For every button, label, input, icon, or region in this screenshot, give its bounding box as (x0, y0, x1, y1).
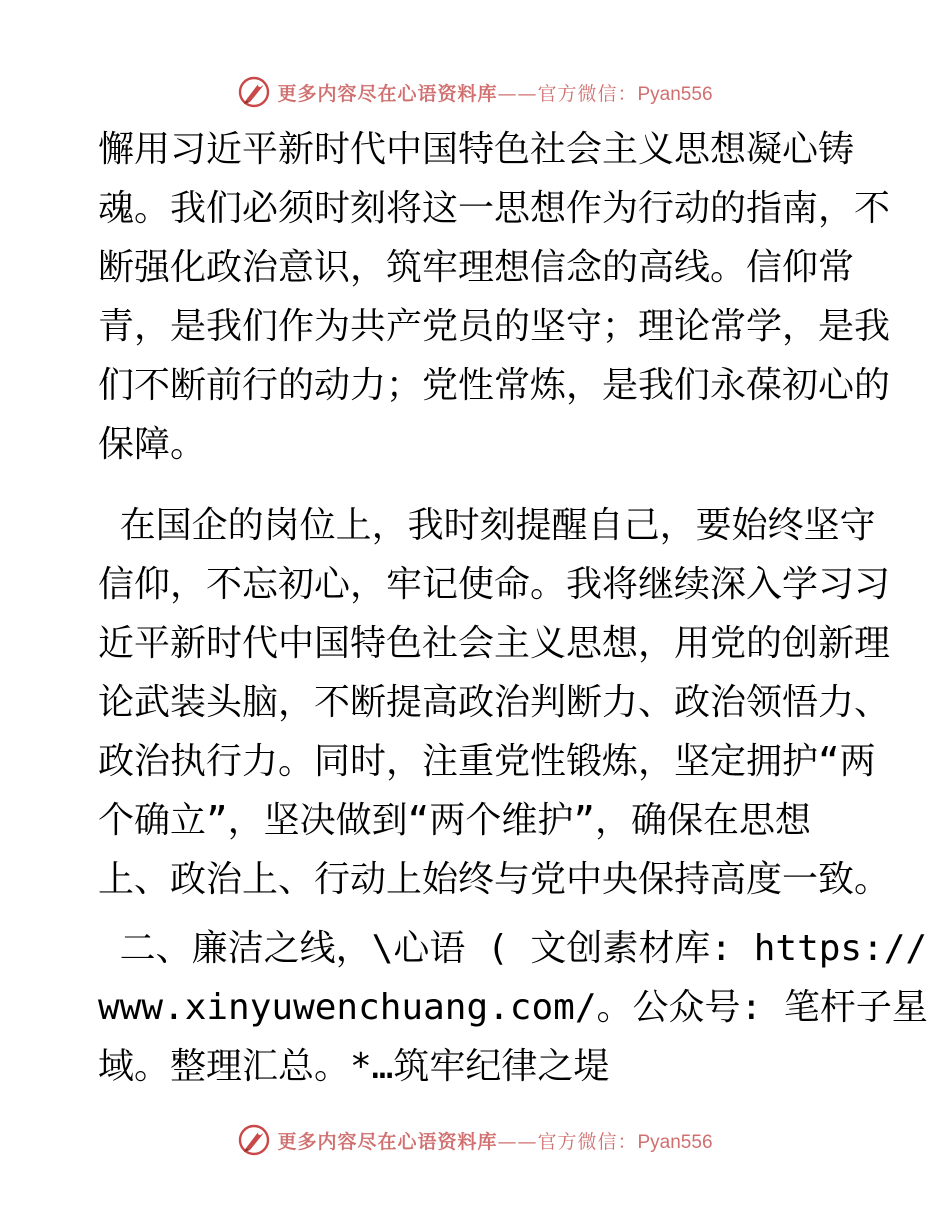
text-line: 政治执行力。同时，注重党性锻炼，坚定拥护“两 (98, 741, 876, 782)
text-line: 个确立”，坚决做到“两个维护”，确保在思想 (98, 800, 812, 841)
text-line: 信仰，不忘初心，牢记使命。我将继续深入学习习 (98, 564, 891, 605)
header-brand-text: 更多内容尽在心语资料库 (277, 82, 498, 105)
footer-watermark (0, 1120, 950, 1160)
text-line: 上、政治上、行动上始终与党中央保持高度一致。 (98, 859, 891, 900)
text-line: 保障。 (98, 424, 207, 465)
text-line: 懈用习近平新时代中国特色社会主义思想凝心铸 (98, 129, 855, 170)
text-line: 青，是我们作为共产党员的坚守；理论常学，是我 (98, 306, 891, 347)
document-body (98, 120, 928, 1096)
paragraph-1 (98, 120, 891, 474)
text-line: 们不断前行的动力；党性常炼，是我们永葆初心的 (98, 365, 891, 406)
quill-logo-icon (237, 1123, 271, 1157)
text-line: 近平新时代中国特色社会主义思想，用党的创新理 (98, 623, 891, 664)
text-line: 二、廉洁之线，\心语 ( 文创素材库: https:// (98, 928, 928, 969)
header-watermark (0, 72, 950, 112)
text-line: 在国企的岗位上，我时刻提醒自己，要始终坚守 (98, 505, 876, 546)
footer-wechat-label: 官方微信： (537, 1130, 638, 1153)
text-line: 魂。我们必须时刻将这一思想作为行动的指南，不 (98, 188, 891, 229)
header-wechat-label: 官方微信： (537, 82, 638, 105)
quill-logo-icon (237, 75, 271, 109)
header-dash: —— (497, 82, 538, 105)
footer-wechat-id: Pyan556 (637, 1131, 713, 1153)
text-line: 论武装头脑，不断提高政治判断力、政治领悟力、 (98, 682, 891, 723)
paragraph-3 (98, 919, 928, 1096)
paragraph-2 (98, 496, 891, 909)
text-line: 断强化政治意识，筑牢理想信念的高线。信仰常 (98, 247, 855, 288)
footer-dash: —— (497, 1130, 538, 1153)
header-wechat-id: Pyan556 (637, 83, 713, 105)
text-line: www.xinyuwenchuang.com/。公众号: 笔杆子星 (98, 987, 928, 1028)
footer-brand-text: 更多内容尽在心语资料库 (277, 1130, 498, 1153)
text-line: 域。整理汇总。*…筑牢纪律之堤 (98, 1046, 610, 1087)
